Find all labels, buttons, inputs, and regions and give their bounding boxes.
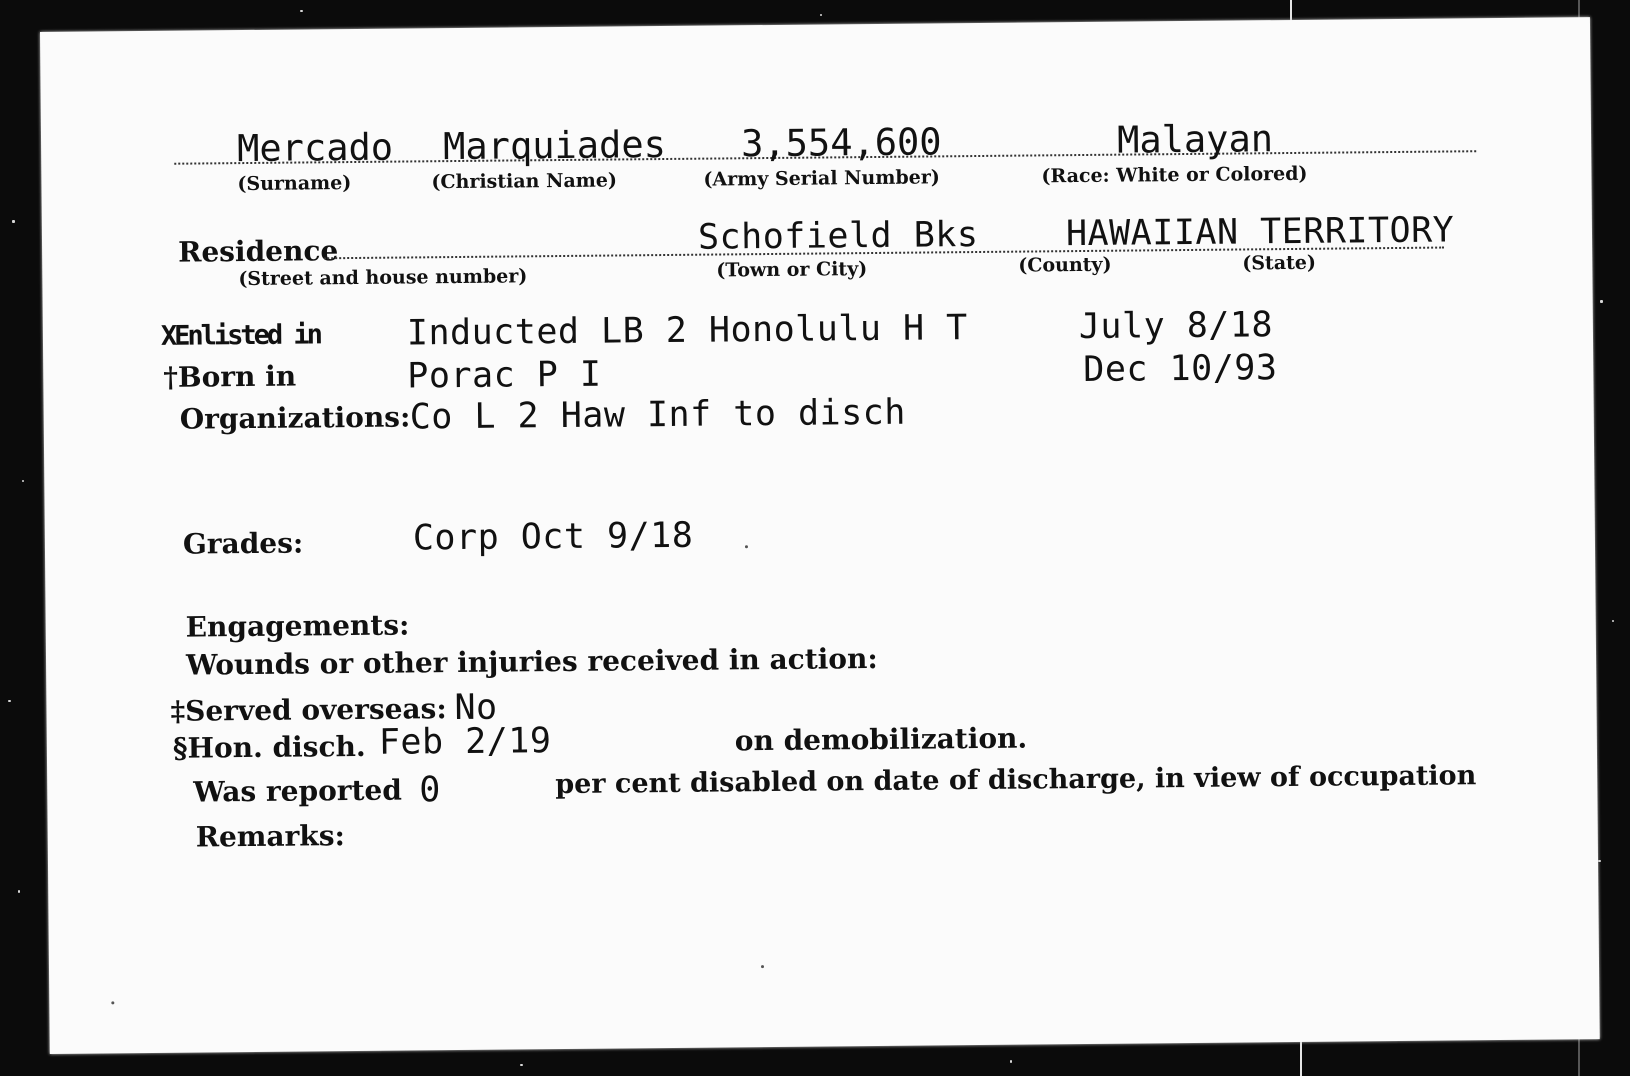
born-date: Dec 10/93 [1083, 348, 1278, 390]
scan-noise [1600, 300, 1603, 303]
christian-name-value: Marquiades [442, 122, 667, 169]
organizations-value: Co L 2 Haw Inf to disch [409, 392, 907, 438]
scan-noise [12, 220, 15, 223]
caption-race: (Race: White or Colored) [1041, 162, 1308, 188]
caption-county: (County) [1018, 253, 1112, 277]
engagements-label: Engagements: [185, 608, 410, 644]
caption-street: (Street and house number) [238, 265, 528, 291]
stray-mark [745, 545, 748, 548]
organizations-label: Organizations: [179, 400, 411, 436]
remarks-label: Remarks: [195, 819, 345, 854]
scan-noise [22, 480, 24, 482]
scan-noise [300, 10, 303, 12]
service-record-card [40, 17, 1600, 1054]
scan-noise [1598, 860, 1601, 862]
race-value: Malayan [1116, 117, 1274, 162]
caption-serial-number: (Army Serial Number) [703, 166, 940, 191]
discharge-label: §Hon. disch. [172, 729, 366, 765]
scan-noise [18, 890, 20, 893]
born-label: †Born in [163, 359, 297, 394]
surname-value: Mercado [236, 125, 394, 171]
discharge-suffix: on demobilization. [734, 721, 1028, 758]
caption-state: (State) [1242, 251, 1317, 275]
born-value: Porac P I [407, 354, 602, 397]
serial-number-value: 3,554,600 [740, 120, 942, 166]
scan-noise [1010, 1060, 1012, 1063]
entry-value: Inducted LB 2 Honolulu H T [406, 308, 968, 354]
discharge-date: Feb 2/19 [378, 721, 552, 763]
disability-value: 0 [419, 770, 442, 811]
residence-town-value: Schofield Bks [697, 215, 979, 258]
scan-noise [520, 1064, 523, 1066]
wounds-label: Wounds or other injuries received in action: [185, 641, 878, 682]
residence-state-value: HAWAIIAN TERRITORY [1065, 210, 1455, 255]
caption-town: (Town or City) [716, 258, 868, 282]
scan-edge-line [1300, 1040, 1302, 1076]
overseas-value: No [454, 687, 498, 729]
stray-mark [761, 965, 764, 968]
overseas-label: ‡Served overseas: [170, 692, 447, 728]
caption-christian-name: (Christian Name) [431, 169, 618, 194]
scan-noise [1612, 620, 1614, 622]
stray-mark [111, 1001, 114, 1004]
entry-label: XEnlisted in [160, 319, 321, 352]
disability-label: Was reported [193, 773, 403, 809]
entry-date: July 8/18 [1078, 305, 1274, 348]
grades-value: Corp Oct 9/18 [412, 515, 694, 559]
scan-noise [820, 14, 822, 16]
disability-suffix: per cent disabled on date of discharge, in view of occupation [555, 760, 1477, 801]
scan-noise [8, 700, 11, 702]
grades-label: Grades: [182, 526, 304, 561]
residence-label: Residence [177, 234, 339, 269]
caption-surname: (Surname) [237, 172, 352, 196]
